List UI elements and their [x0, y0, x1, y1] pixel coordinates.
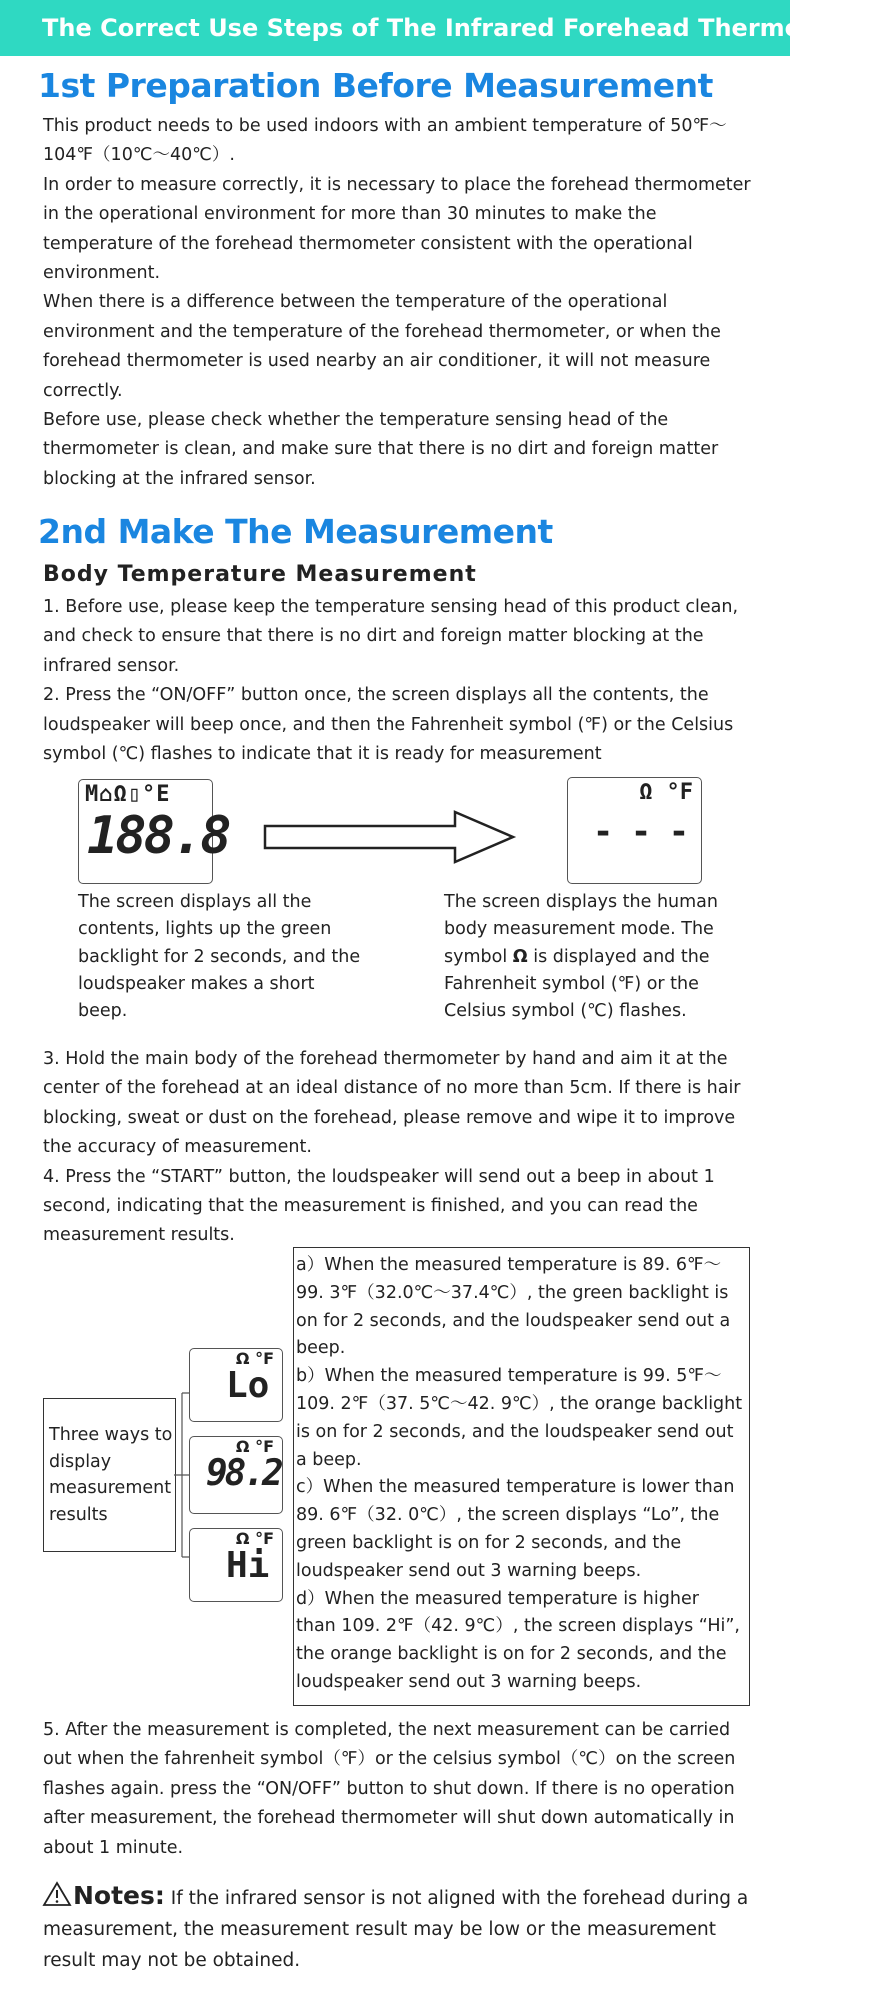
steps-1-2 — [43, 593, 758, 769]
caption-body-mode — [444, 889, 739, 1025]
lcd-digits: 188.8 — [87, 806, 229, 866]
section1-paragraph: In order to measure correctly, it is necessary to place the forehead thermometer in the operational environment for more than 30 minutes to make the temperature of the forehead thermometer consistent with the operational environment. — [43, 174, 751, 284]
mini-value: Hi — [226, 1545, 270, 1586]
step-item: 2. Press the “ON/OFF” button once, the screen displays all the contents, the loudspeaker will beep once, and then the Fahrenheit symbol (℉) or the Celsius symbol (℃) flashes to indicate that it is ready for measurement — [43, 685, 734, 765]
mini-unit: Ω °F — [235, 1529, 274, 1548]
lcd-status-icons: M⌂Ω▯°E — [85, 782, 171, 807]
mini-value: 98.2 — [206, 1453, 281, 1494]
mini-unit: Ω °F — [235, 1349, 274, 1368]
caption-full-display: The screen displays all the contents, lights up the green backlight for 2 seconds, and the loudspeaker makes a short beep. — [78, 892, 361, 1022]
notes-label: Notes: — [73, 1881, 165, 1910]
mini-display-hi — [189, 1528, 283, 1602]
warning-icon — [43, 1881, 71, 1907]
step-item: 3. Hold the main body of the forehead thermometer by hand and aim it at the center of the forehead at an ideal distance of no more than 5cm. If there is hair blocking, sweat or dust on the forehead, please remove and wipe it to improve the accuracy of measurement. — [43, 1049, 741, 1158]
section1-paragraph: When there is a difference between the temperature of the operational environment and the temperature of the forehead thermometer, or when the forehead thermometer is used nearby an air conditioner, it will not measure correctly. — [43, 292, 721, 401]
step-item: 5. After the measurement is completed, the next measurement can be carried out when the fahrenheit symbol（℉）or the celsius symbol（℃）on the screen flashes again. press the “ON/OFF” button to shut down. If there is no operation after measurement, the forehead thermometer will shut down automatically in about 1 minute. — [43, 1720, 736, 1858]
result-item: c）When the measured temperature is lower than 89. 6℉（32. 0℃）, the screen displays “Lo”, the green backlight is on for 2 seconds, and the loudspeaker send out 3 warning beeps. — [296, 1477, 735, 1581]
result-item: a）When the measured temperature is 89. 6℉～99. 3℉（32.0℃～37.4℃）, the green backlight is on for 2 seconds, and the loudspeaker send out a beep. — [296, 1255, 731, 1359]
results-list — [296, 1252, 744, 1697]
mini-unit: Ω °F — [235, 1437, 274, 1456]
section1-paragraph: This product needs to be used indoors with an ambient temperature of 50℉～104℉（10℃～40℃）. — [43, 116, 727, 166]
section2-heading: 2nd Make The Measurement — [38, 512, 553, 551]
section1-paragraph: Before use, please check whether the temperature sensing head of the thermometer is clean, and make sure that there is no dirt and foreign matter blocking at the infrared sensor. — [43, 410, 719, 489]
step-item: 4. Press the “START” button, the loudspeaker will send out a beep in about 1 second, indicating that the measurement is finished, and you can read the measurement results. — [43, 1166, 715, 1246]
section1-body — [43, 112, 758, 494]
notes-block — [43, 1880, 763, 1976]
body-mode-icon: Ω — [639, 780, 653, 805]
three-ways-label: Three ways to display measurement results — [49, 1425, 173, 1525]
section2-subheading: Body Temperature Measurement — [43, 562, 477, 587]
result-item: d）When the measured temperature is higher than 109. 2℉（42. 9℃）, the screen displays “Hi”, the orange backlight is on for 2 seconds, and the loudspeaker send out 3 warning beeps. — [296, 1588, 740, 1692]
lcd-display-full — [78, 779, 229, 884]
right-arrow-icon — [263, 810, 518, 864]
lcd-dashes: - - - — [596, 812, 693, 852]
caption-body-mode-part1: The screen displays the human body measurement mode. The symbol — [444, 892, 718, 967]
result-item: b）When the measured temperature is 99. 5℉～109. 2℉（37. 5℃～42. 9℃）, the orange backlight is on for 2 seconds, and the loudspeaker send out a beep. — [296, 1366, 743, 1470]
notes-text: If the infrared sensor is not aligned with the forehead during a measurement, the measurement result may be low or the measurement result may not be obtained. — [43, 1888, 749, 1971]
mini-display-982 — [189, 1436, 283, 1514]
caption-body-mode-part2: is displayed and the Fahrenheit symbol (℉) or the Celsius symbol (℃) flashes. — [444, 946, 710, 1022]
fahrenheit-unit: °F — [666, 780, 693, 805]
mini-display-lo — [189, 1348, 283, 1422]
banner-title: The Correct Use Steps of The Infrared Forehead Thermometer — [0, 0, 790, 56]
body-symbol-icon: Ω — [512, 946, 528, 967]
mini-value: Lo — [226, 1365, 270, 1406]
lcd-display-body-mode — [567, 777, 702, 884]
steps-3-4 — [43, 1045, 758, 1251]
section1-heading: 1st Preparation Before Measurement — [38, 66, 713, 105]
step-item: 1. Before use, please keep the temperature sensing head of this product clean, and check to ensure that there is no dirt and foreign matter blocking at the infrared sensor. — [43, 597, 739, 676]
step-5 — [43, 1716, 758, 1863]
